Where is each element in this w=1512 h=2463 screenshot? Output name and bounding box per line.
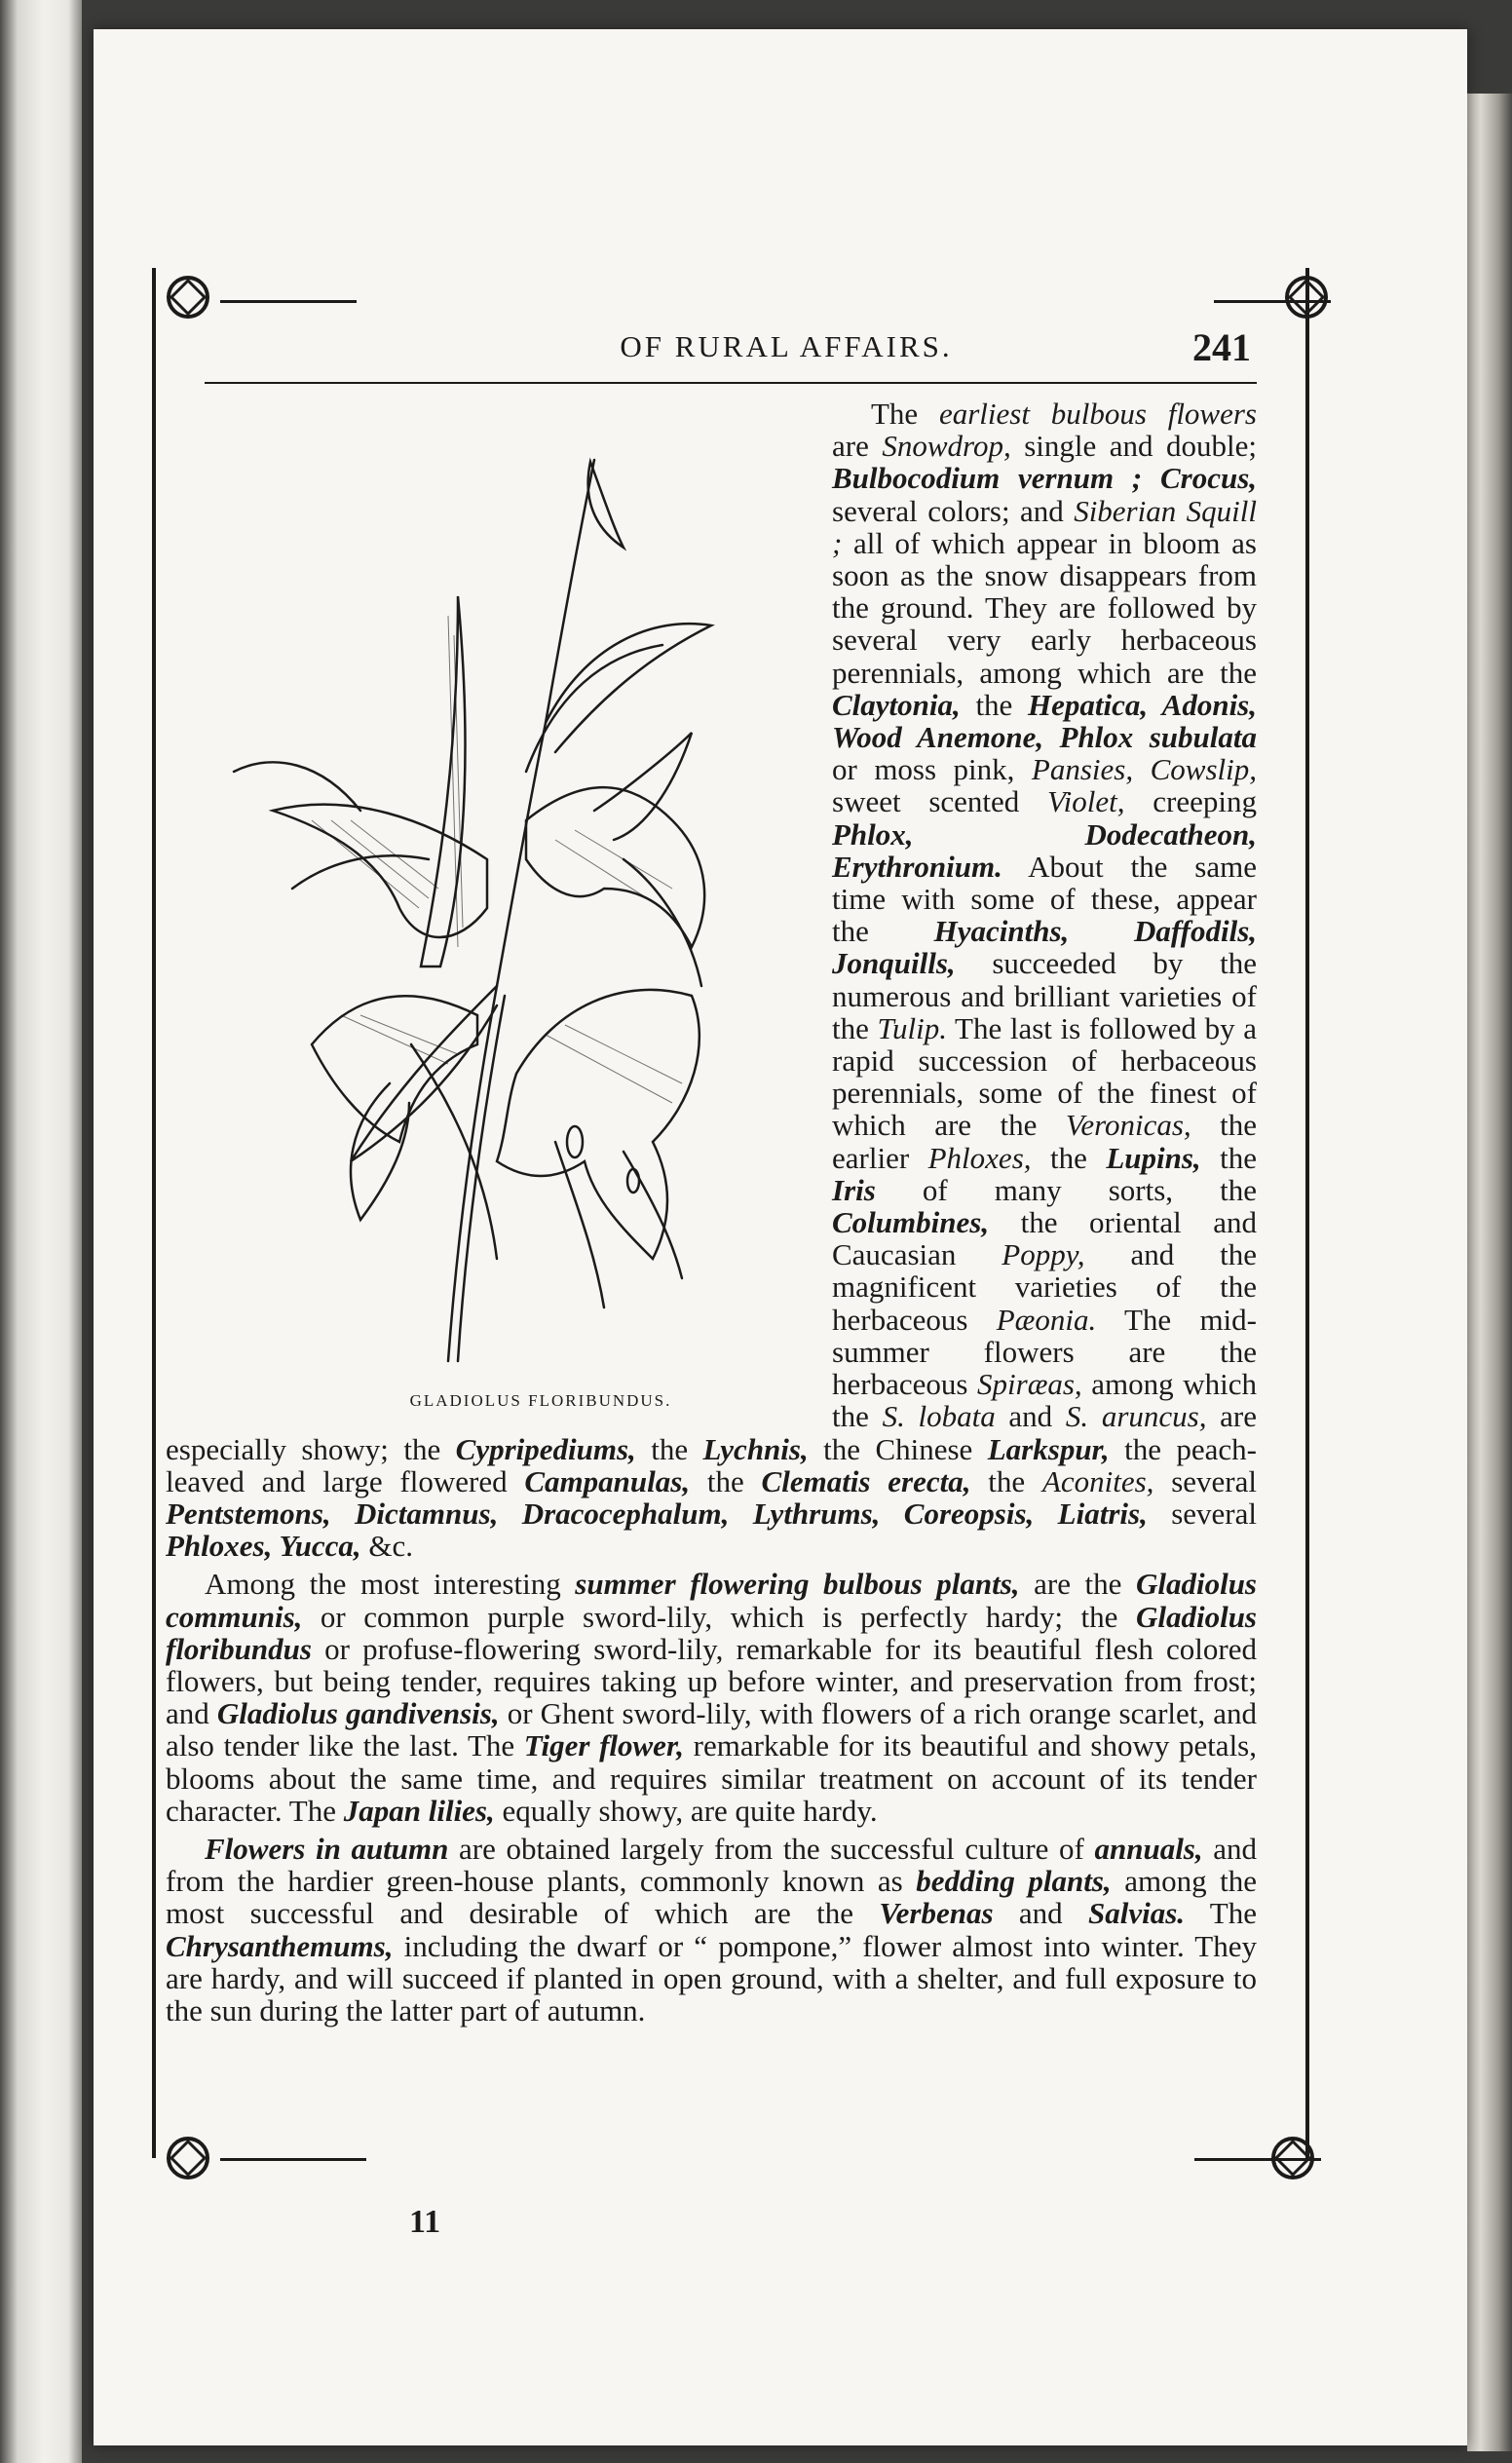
book-edge bbox=[1467, 94, 1512, 2451]
paragraph-summer: Among the most interesting summer flowering bulbous plants, are the Gladiolus communis, or common purple sword-lily, which is perfectly hardy; the Gladiolus floribundus or profuse-flowering sword-lily, remarkable for its beautiful flesh colored flowers, but being tender, requires taking up before winter, and preservation from frost; and Gladiolus gandivensis, or Ghent sword-lily, with flowers of a rich orange scarlet, and also tender like the last. The Tiger flower, remarkable for its beautiful and showy petals, blooms about the same time, and requires similar treatment on account of its tender character. The Japan lilies, equally showy, are quite hardy. bbox=[166, 1567, 1257, 1828]
gladiolus-engraving-icon bbox=[166, 401, 809, 1385]
paragraph-autumn: Flowers in autumn are obtained largely from the successful culture of annuals, and from the hardier green-house plants, commonly known as bedding plants, among the most successful and desirable of which are the Verbenas and Salvias. The Chrysanthemums, including the dwarf or “ pompone,” flower almost into winter. They are hardy, and will succeed if planted in open ground, with a shelter, and full exposure to the sun during the latter part of autumn. bbox=[166, 1831, 1258, 2027]
corner-ornament-icon bbox=[1259, 2124, 1327, 2192]
header-rule bbox=[205, 382, 1257, 384]
page-number: 241 bbox=[1192, 324, 1251, 369]
signature-mark: 11 bbox=[409, 2204, 441, 2240]
running-title: OF RURAL AFFAIRS. bbox=[620, 329, 953, 363]
bottom-left-rule bbox=[220, 2158, 366, 2161]
paragraph-spring: The earliest bulbous flowers are Snowdrop, single and double; Bulbocodium vernum ; Crocus, several colors; and Siberian Squill ; all of which appear in bloom as soon as the snow disappears from the ground. They are followed by several very early herbaceous perennials, among which are the Claytonia, the Hepatica, Adonis, Wood Anemone, Phlox subulata or moss pink, Pansies, Cowslip, sweet scented Violet, creeping Phlox, Dodecatheon, Erythronium. About the same time with some of these, appear the Hyacinths, Daffodils, Jonquills, succeeded by the numerous and brilliant varieties of the Tulip. The last is followed by a rapid succession of herbaceous perennials, some of the finest of which are the Veronicas, the earlier Phloxes, the Lupins, the Iris of many sorts, the Columbines, the oriental and Caucasian Poppy, and the magnificent varieties of the herbaceous Pæonia. The mid-summer flowers are the herbaceous Spiræas, among which the S. lobata and S. aruncus, are especially showy; the Cypripediums, the Lychnis, the Chinese Larkspur, the peach-leaved and large flowered Campanulas, the Clematis erecta, the Aconites, several Pentstemons, Dictamnus, Dracocephalum, Lythrums, Coreopsis, Liatris, several Phloxes, Yucca, &c. bbox=[166, 397, 1258, 1564]
facing-page-edge bbox=[0, 0, 82, 2463]
body-text bbox=[166, 398, 1257, 2027]
figure-caption: GLADIOLUS FLORIBUNDUS. bbox=[409, 1390, 672, 1410]
running-head bbox=[205, 318, 1257, 376]
corner-ornament-icon bbox=[1272, 263, 1341, 331]
top-left-rule bbox=[220, 300, 357, 303]
gladiolus-figure bbox=[166, 401, 809, 1424]
corner-ornament-icon bbox=[154, 2124, 222, 2192]
